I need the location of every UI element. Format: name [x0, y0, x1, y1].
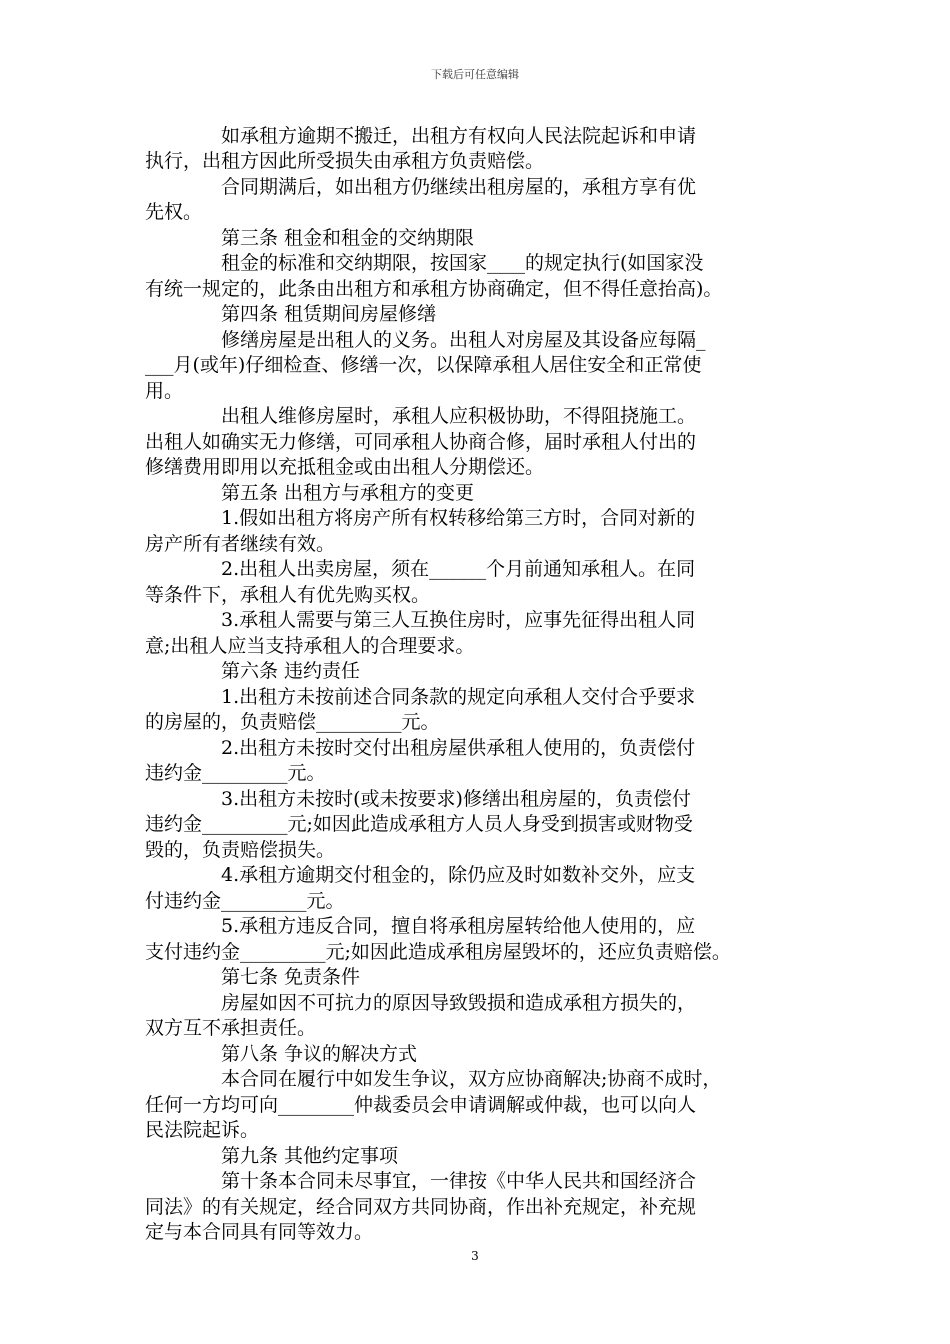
text-line: 第十条本合同未尽事宜，一律按《中华人民共和国经济合 [145, 1170, 697, 1192]
text-line: 出租人如确实无力修缮，可同承租人协商合修，届时承租人付出的 [145, 431, 697, 453]
text-line: 5.承租方违反合同，擅自将承租房屋转给他人使用的，应 [145, 915, 696, 937]
text-line: 意;出租人应当支持承租人的合理要求。 [145, 635, 475, 657]
text-line: 执行，出租方因此所受损失由承租方负责赔偿。 [145, 150, 545, 172]
text-line: 支付违约金_________元;如因此造成承租房屋毁坏的，还应负责赔偿。 [145, 941, 731, 963]
text-line: 同法》的有关规定，经合同双方共同协商，作出补充规定，补充规 [145, 1196, 697, 1218]
text-line: 3.出租方未按时(或未按要求)修缮出租房屋的，负责偿付 [145, 788, 691, 810]
text-line: 付违约金_________元。 [145, 890, 345, 912]
text-line: 2.出租方未按时交付出租房屋供承租人使用的，负责偿付 [145, 737, 696, 759]
page-header: 下载后可任意编辑 [431, 68, 519, 81]
text-line: 定与本合同具有同等效力。 [145, 1221, 374, 1243]
text-line: 租金的标准和交纳期限，按国家____的规定执行(如国家没 [145, 252, 704, 274]
text-line: 如承租方逾期不搬迁，出租方有权向人民法院起诉和申请 [145, 125, 697, 147]
text-line: 出租人维修房屋时，承租人应积极协助，不得阻挠施工。 [145, 405, 697, 427]
text-line: 房产所有者继续有效。 [145, 533, 336, 555]
text-line: 第五条 出租方与承租方的变更 [145, 482, 475, 504]
text-line: 民法院起诉。 [145, 1119, 260, 1141]
text-line: 第三条 租金和租金的交纳期限 [145, 227, 475, 249]
text-line: 双方互不承担责任。 [145, 1017, 317, 1039]
text-line: 第六条 违约责任 [145, 660, 361, 682]
text-line: 违约金_________元。 [145, 762, 326, 784]
text-line: 房屋如因不可抗力的原因导致毁损和造成承租方损失的， [145, 992, 697, 1014]
text-line: 1.出租方未按前述合同条款的规定向承租人交付合乎要求 [145, 686, 696, 708]
text-line: 第四条 租赁期间房屋修缮 [145, 303, 437, 325]
text-line: 毁的，负责赔偿损失。 [145, 839, 336, 861]
text-line: 修缮费用即用以充抵租金或由出租人分期偿还。 [145, 456, 545, 478]
text-line: 4.承租方逾期交付租金的，除仍应及时如数补交外，应支 [145, 864, 696, 886]
text-line: 第八条 争议的解决方式 [145, 1043, 418, 1065]
page-number: 3 [471, 1249, 479, 1263]
text-line: 1.假如出租方将房产所有权转移给第三方时，合同对新的 [145, 507, 696, 529]
text-line: 有统一规定的，此条由出租方和承租方协商确定，但不得任意抬高)。 [145, 278, 723, 300]
text-line: 2.出租人出卖房屋，须在______个月前通知承租人。在同 [145, 558, 696, 580]
text-line: 任何一方均可向________仲裁委员会申请调解或仲裁，也可以向人 [145, 1094, 697, 1116]
text-line: 第七条 免责条件 [145, 966, 361, 988]
text-line: 3.承租人需要与第三人互换住房时，应事先征得出租人同 [145, 609, 696, 631]
text-line: 第九条 其他约定事项 [145, 1145, 399, 1167]
text-line: 用。 [145, 380, 184, 402]
document-body [145, 124, 825, 1246]
text-line: 等条件下，承租人有优先购买权。 [145, 584, 431, 606]
text-line: 修缮房屋是出租人的义务。出租人对房屋及其设备应每隔_ [145, 329, 706, 351]
text-line: 合同期满后，如出租方仍继续出租房屋的，承租方享有优 [145, 176, 697, 198]
text-line: ___月(或年)仔细检查、修缮一次，以保障承租人居住安全和正常使 [145, 354, 702, 376]
text-line: 违约金_________元;如因此造成承租方人员人身受到损害或财物受 [145, 813, 693, 835]
text-line: 本合同在履行中如发生争议，双方应协商解决;协商不成时， [145, 1068, 722, 1090]
text-line: 的房屋的，负责赔偿_________元。 [145, 711, 440, 733]
text-line: 先权。 [145, 201, 203, 223]
